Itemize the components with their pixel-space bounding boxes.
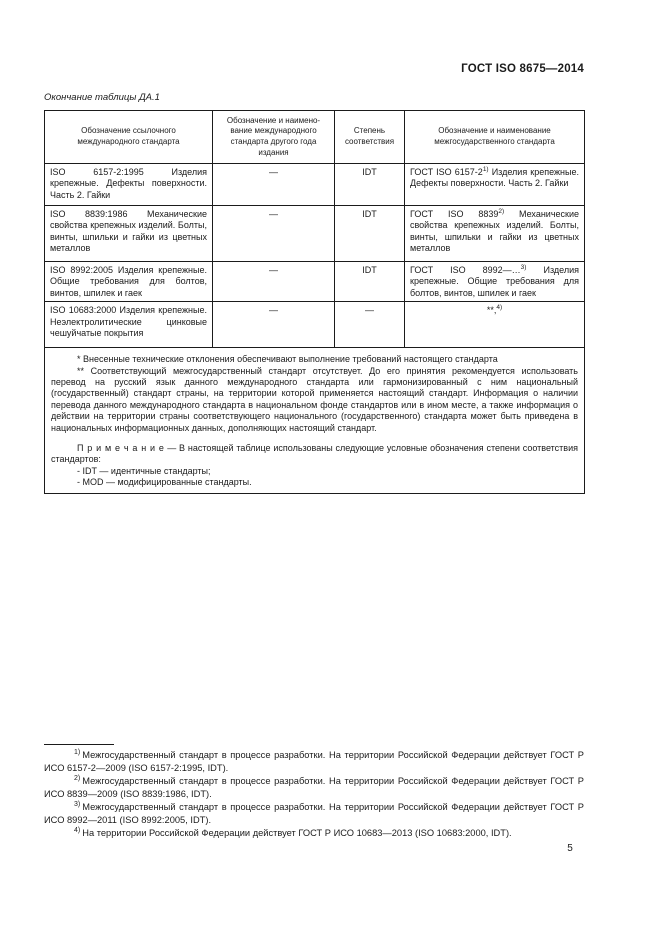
- doc-code: ГОСТ ISO 8675—2014: [461, 63, 584, 75]
- footnotes-section: [44, 744, 584, 840]
- footnote-2: $^{2)}$ Межгосударственный стандарт в процессе разработки. На территории Российской Федерации действует ГОСТ Р ИСО 8839—2009 (ISO 8839:1986, IDT).: [44, 774, 584, 799]
- appendix-table: [44, 110, 585, 494]
- interstate-standard-cell: ГОСТ ISO 6157-2$^{1)}$ Изделия крепежные. Дефекты поверхности. Часть 2. Гайки: [405, 164, 585, 206]
- header-other-edition: Обозначение и наимено- вание международного стандарта другого года издания: [213, 111, 335, 164]
- note-item-mod: - MOD — модифицированные стандарты.: [77, 477, 252, 488]
- note-label: П р и м е ч а н и е: [77, 443, 165, 454]
- footnote-marker: 1): [482, 166, 489, 173]
- ref-standard-cell: ISO 8992:2005 Изделия крепежные. Общие требования для болтов, винтов, шпилек и гаек: [45, 262, 213, 302]
- footnote-1: $^{1)}$ Межгосударственный стандарт в процессе разработки. На территории Российской Федерации действует ГОСТ Р ИСО 6157-2—2009 (ISO 6157-2:1995, IDT).: [44, 748, 584, 773]
- footnote-marker: 3): [74, 800, 81, 808]
- degree-cell: IDT: [335, 262, 405, 302]
- table-footnote-cell: [45, 348, 585, 493]
- table-footnote-double-star: ** Соответствующий межгосударственный стандарт отсутствует. До его принятия рекомендуется использовать перевод на русский язык данного международного стандарта или гармонизированный с ним национальный (государственный) стандарт страны, на территории которой применяется настоящий стандарт. Информация о наличии перевода данного международного стандарта в национальном фонде стандартов или в ином месте, а также информация о действии на территории страны соответствующего национального (государственного) стандарта может быть приведена в национальных информационных данных, дополняющих настоящий стандарт.: [51, 365, 578, 433]
- footnote-4: $^{4)}$ На территории Российской Федерации действует ГОСТ Р ИСО 10683—2013 (ISO 10683:2000, IDT).: [74, 826, 512, 838]
- degree-cell: IDT: [335, 164, 405, 206]
- other-edition-cell: —: [213, 262, 335, 302]
- interstate-standard-cell: **,$^{4)}$: [405, 302, 585, 348]
- other-edition-cell: —: [213, 206, 335, 262]
- table-row: [45, 206, 585, 262]
- footnote-rule: [44, 744, 114, 745]
- table-footnote-star: * Внесенные технические отклонения обеспечивают выполнение требований настоящего стандарта: [77, 354, 498, 365]
- footnote-marker: 4): [496, 304, 503, 312]
- footnote-marker: 4): [74, 826, 81, 834]
- footnote-3: $^{3)}$ Межгосударственный стандарт в процессе разработки. На территории Российской Федерации действует ГОСТ Р ИСО 8992—2011 (ISO 8992:2005, IDT).: [44, 800, 584, 825]
- note-text: — В настоящей таблице использованы следующие условные обозначения степени соответствия стандартов:: [51, 443, 578, 465]
- interstate-standard-cell: ГОСТ ISO 8992—…$^{3)}$ Изделия крепежные. Общие требования для болтов, винтов, шпилек и гаек: [405, 262, 585, 302]
- other-edition-cell: —: [213, 164, 335, 206]
- footnote-marker: 2): [74, 774, 81, 782]
- header-interstate-standard: Обозначение и наименование межгосударственного стандарта: [405, 111, 585, 164]
- degree-cell: IDT: [335, 206, 405, 262]
- note-item-idt: - IDT — идентичные стандарты;: [77, 465, 211, 476]
- table-row: [45, 302, 585, 348]
- table-caption: Окончание таблицы ДА.1: [44, 92, 160, 103]
- ref-standard-cell: ISO 6157-2:1995 Изделия крепежные. Дефекты поверхности. Часть 2. Гайки: [45, 164, 213, 206]
- table-row: [45, 164, 585, 206]
- footnote-marker: 1): [74, 748, 81, 756]
- footnote-marker: 2): [498, 208, 505, 215]
- interstate-standard-cell: ГОСТ ISO 8839$^{2)}$ Механические свойства крепежных изделий. Болты, винты, шпильки и гайки из цветных металлов: [405, 206, 585, 262]
- ref-standard-cell: ISO 8839:1986 Механические свойства крепежных изделий. Болты, винты, шпильки и гайки из цветных металлов: [45, 206, 213, 262]
- page-number: 5: [567, 843, 573, 854]
- header-degree: Степень соответствия: [335, 111, 405, 164]
- table-row: [45, 262, 585, 302]
- other-edition-cell: —: [213, 302, 335, 348]
- table-note: [51, 443, 578, 466]
- table-footnote-row: [45, 348, 585, 493]
- degree-cell: —: [335, 302, 405, 348]
- ref-standard-cell: ISO 10683:2000 Изделия крепежные. Неэлектролитические цинковые чешуйчатые покрытия: [45, 302, 213, 348]
- footnote-marker: 3): [520, 264, 527, 271]
- header-ref-standard: Обозначение ссылочного международного стандарта: [45, 111, 213, 164]
- table-header-row: [45, 111, 585, 164]
